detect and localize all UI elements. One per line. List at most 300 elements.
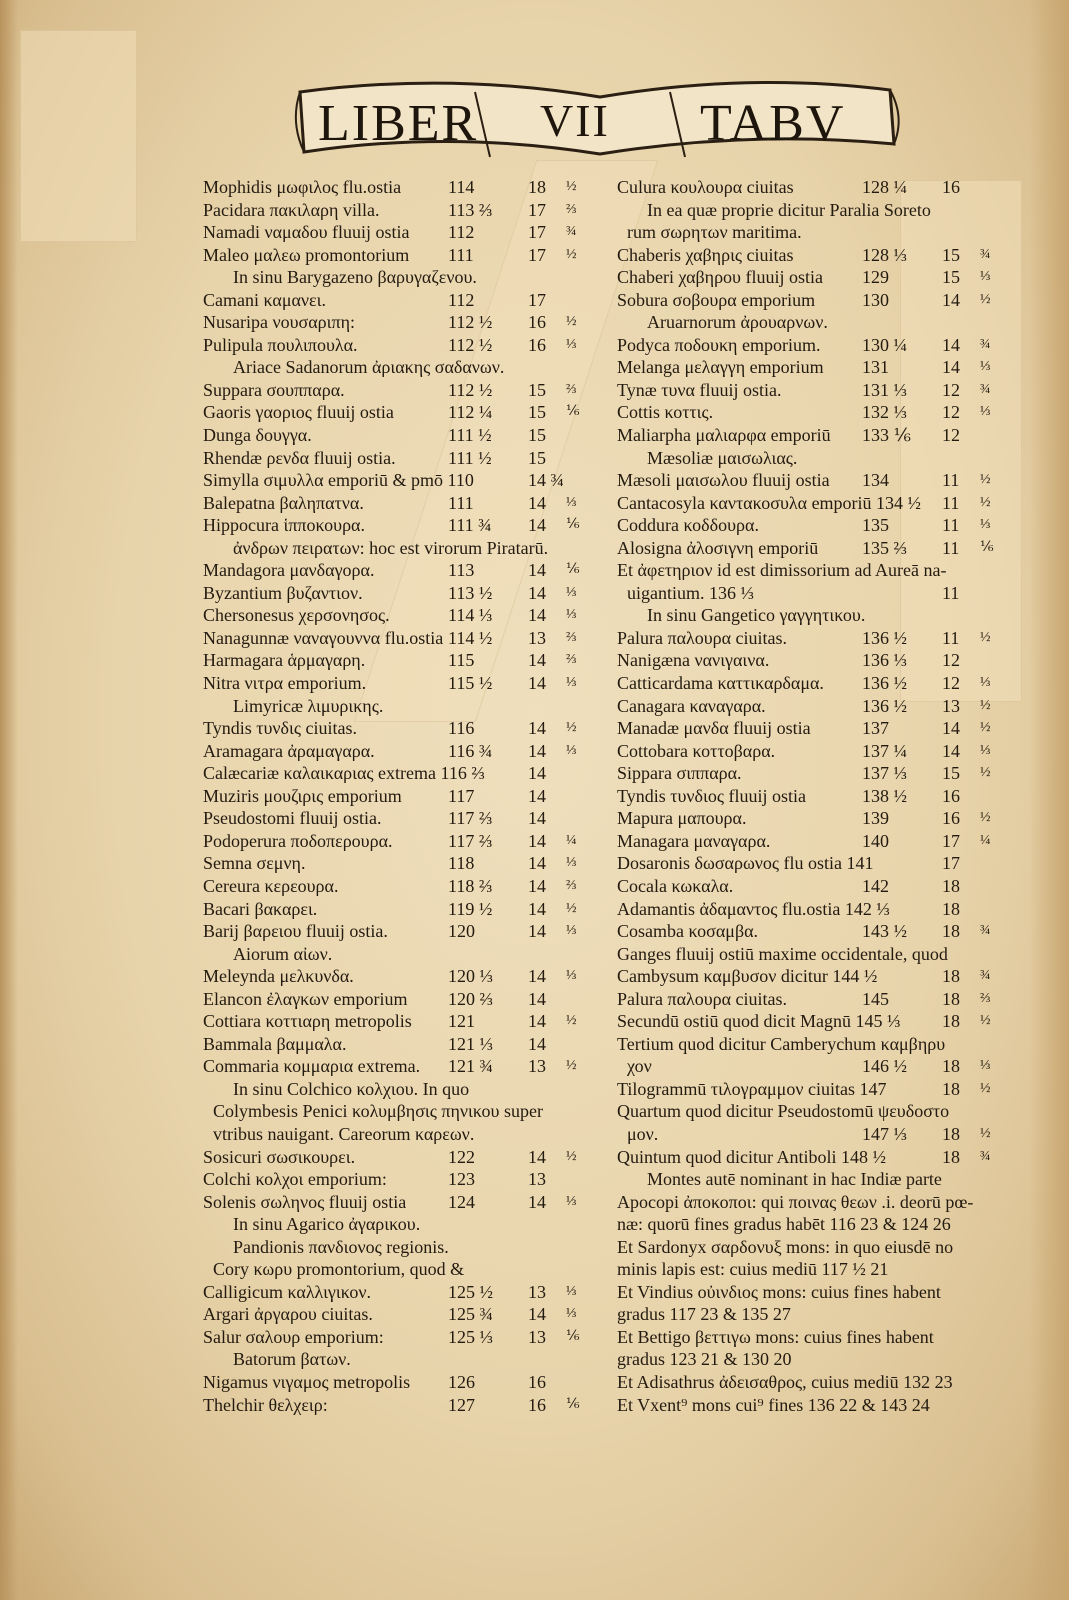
longitude: 121 bbox=[448, 1011, 475, 1032]
latitude: 14 bbox=[528, 921, 546, 942]
latitude: 18 bbox=[942, 966, 960, 987]
place-name: Mæsoli μαισωλου fluuij ostia bbox=[617, 470, 830, 491]
latitude: 15 bbox=[528, 402, 546, 423]
place-name: Palura παλουρα ciuitas. bbox=[617, 627, 788, 648]
latitude: 14 bbox=[528, 582, 546, 603]
table-row bbox=[203, 1168, 613, 1191]
longitude: 130 ¼ bbox=[862, 334, 907, 355]
table-row bbox=[617, 537, 1017, 560]
place-name: Simylla σιμυλλα emporiū & pmō 110 bbox=[203, 470, 474, 491]
section-heading bbox=[203, 695, 613, 718]
place-name: Namadi ναμαδου fluuij ostia bbox=[203, 222, 410, 243]
section-heading bbox=[617, 1168, 1017, 1191]
table-row bbox=[203, 740, 613, 763]
latitude-fraction: ½ bbox=[980, 472, 991, 488]
longitude: 112 ¼ bbox=[448, 402, 493, 423]
table-row bbox=[617, 1348, 1017, 1371]
latitude: 14 bbox=[528, 853, 546, 874]
longitude: 131 bbox=[862, 357, 889, 378]
latitude-fraction: ½ bbox=[980, 291, 991, 307]
latitude: 13 bbox=[528, 1326, 546, 1347]
place-name: Culura κουλουρα ciuitas bbox=[617, 177, 794, 197]
place-name: Nanigæna νανιγαινα. bbox=[617, 650, 770, 671]
latitude: 15 bbox=[528, 379, 546, 400]
longitude: 112 bbox=[448, 289, 475, 310]
table-row bbox=[617, 514, 1017, 537]
place-name: Cambysum καμβυσον dicitur 144 ½ bbox=[617, 966, 878, 987]
table-row bbox=[203, 898, 613, 921]
place-name: Maliarpha μαλιαρφα emporiū bbox=[617, 425, 831, 446]
place-name: Catticardama καττικαρδαμα. bbox=[617, 673, 824, 694]
place-name: Et Adisathrus ἀδεισαθρος, cuius mediū 132 23 bbox=[617, 1371, 953, 1392]
latitude-fraction: ⅔ bbox=[566, 652, 577, 668]
latitude: 11 bbox=[942, 537, 960, 558]
latitude-fraction: ½ bbox=[566, 900, 577, 916]
latitude: 14 bbox=[528, 605, 546, 626]
latitude-fraction: ⅓ bbox=[566, 494, 577, 510]
longitude: 128 ⅓ bbox=[862, 244, 907, 265]
place-name: Podoperura ποδοπερουρα. bbox=[203, 830, 393, 851]
latitude: 18 bbox=[942, 1011, 960, 1032]
page-edge-left bbox=[0, 0, 18, 1600]
table-row bbox=[617, 492, 1017, 515]
longitude: 146 ½ bbox=[862, 1056, 907, 1077]
latitude-fraction: ¾ bbox=[566, 224, 577, 240]
longitude: 112 ½ bbox=[448, 379, 493, 400]
table-row bbox=[617, 717, 1017, 740]
latitude-fraction: ⅓ bbox=[566, 742, 577, 758]
latitude: 12 bbox=[942, 673, 960, 694]
table-row bbox=[617, 988, 1017, 1011]
place-name: Managara μαναγαρα. bbox=[617, 830, 771, 851]
section-heading bbox=[203, 943, 613, 966]
table-row bbox=[203, 469, 613, 492]
latitude: 14 bbox=[942, 289, 960, 310]
latitude-fraction: ½ bbox=[566, 1148, 577, 1164]
place-name: Cottis κοττις. bbox=[617, 402, 714, 423]
latitude: 18 bbox=[942, 1078, 960, 1099]
place-name: μον. bbox=[627, 1123, 659, 1144]
latitude: 17 bbox=[942, 853, 960, 874]
latitude: 11 bbox=[942, 492, 960, 513]
banner-word-liber: LIBER bbox=[318, 95, 479, 152]
longitude: 127 bbox=[448, 1394, 475, 1415]
latitude: 16 bbox=[942, 177, 960, 197]
latitude-fraction: ½ bbox=[566, 314, 577, 330]
longitude: 142 bbox=[862, 875, 889, 896]
place-name: Sosicuri σωσικουρει. bbox=[203, 1146, 356, 1167]
place-name: Salur σαλουρ emporium: bbox=[203, 1326, 384, 1347]
table-row bbox=[203, 379, 613, 402]
longitude: 113 ⅔ bbox=[448, 199, 493, 220]
table-row bbox=[203, 1100, 613, 1123]
table-row bbox=[203, 807, 613, 830]
place-name: Chaberis χαβηρις ciuitas bbox=[617, 244, 794, 265]
latitude-fraction: ⅓ bbox=[980, 675, 991, 691]
longitude: 117 ⅔ bbox=[448, 830, 493, 851]
table-row bbox=[617, 649, 1017, 672]
place-name: gradus 117 23 & 135 27 bbox=[617, 1304, 791, 1325]
section-heading bbox=[203, 1348, 613, 1371]
table-row bbox=[617, 244, 1017, 267]
latitude: 17 bbox=[528, 289, 546, 310]
place-name: Pandionis πανδιονος regionis. bbox=[233, 1236, 449, 1257]
longitude: 111 ½ bbox=[448, 447, 492, 468]
longitude: 112 bbox=[448, 222, 475, 243]
latitude: 12 bbox=[942, 379, 960, 400]
place-name: Rhendæ ρενδα fluuij ostia. bbox=[203, 447, 396, 468]
place-name: Aruarnorum ἀρουαρνων. bbox=[647, 312, 828, 333]
left-column-table bbox=[203, 176, 613, 1416]
place-name: Nanagunnæ ναναγουννα flu.ostia bbox=[203, 627, 444, 648]
latitude: 16 bbox=[528, 312, 546, 333]
latitude-fraction: ¾ bbox=[980, 381, 991, 397]
place-name: Quintum quod dicitur Antiboli 148 ½ bbox=[617, 1146, 886, 1167]
latitude: 14 bbox=[528, 718, 546, 739]
table-row bbox=[203, 649, 613, 672]
latitude-fraction: ½ bbox=[980, 494, 991, 510]
table-row bbox=[203, 176, 613, 199]
place-name: Tyndis τυνδιος fluuij ostia bbox=[617, 785, 806, 806]
longitude: 114 bbox=[448, 177, 475, 197]
longitude: 136 ½ bbox=[862, 627, 907, 648]
place-name: ἀνδρων πειρατων: hoc est virorum Piratarū. bbox=[233, 537, 549, 558]
table-row bbox=[203, 830, 613, 853]
latitude-fraction: ⅓ bbox=[566, 675, 577, 691]
latitude: 16 bbox=[942, 808, 960, 829]
longitude: 115 ½ bbox=[448, 673, 493, 694]
table-row bbox=[617, 920, 1017, 943]
latitude: 14 bbox=[528, 1191, 546, 1212]
table-row bbox=[203, 672, 613, 695]
place-name: Bacari βακαρει. bbox=[203, 898, 318, 919]
place-name: Suppara σουππαρα. bbox=[203, 379, 345, 400]
table-row bbox=[617, 672, 1017, 695]
table-row bbox=[203, 988, 613, 1011]
latitude: 14 bbox=[528, 560, 546, 581]
latitude-fraction: ⅙ bbox=[566, 1328, 580, 1344]
place-name: Muziris μουζιρις emporium bbox=[203, 785, 402, 806]
place-name: Adamantis ἀδαμαντος flu.ostia 142 ⅓ bbox=[617, 898, 890, 919]
latitude: 18 bbox=[942, 988, 960, 1009]
latitude-fraction: ½ bbox=[566, 246, 577, 262]
latitude-fraction: ⅙ bbox=[566, 404, 580, 420]
longitude: 137 bbox=[862, 718, 889, 739]
table-row bbox=[617, 875, 1017, 898]
place-name: Thelchir θελχειρ: bbox=[203, 1394, 328, 1415]
latitude-fraction: ⅓ bbox=[566, 1283, 577, 1299]
latitude-fraction: ¾ bbox=[980, 968, 991, 984]
longitude: 134 bbox=[862, 470, 889, 491]
longitude: 135 ⅔ bbox=[862, 537, 907, 558]
latitude: 14 bbox=[942, 334, 960, 355]
table-row bbox=[617, 379, 1017, 402]
table-row bbox=[617, 740, 1017, 763]
latitude: 16 bbox=[528, 1371, 546, 1392]
table-row bbox=[203, 334, 613, 357]
table-row bbox=[617, 1055, 1017, 1078]
place-name: Montes autē nominant in hac Indiæ parte bbox=[647, 1169, 942, 1190]
place-name: Manadæ μανδα fluuij ostia bbox=[617, 718, 811, 739]
latitude-fraction: ⅔ bbox=[566, 381, 577, 397]
table-row bbox=[617, 762, 1017, 785]
place-name: Bammala βαμμαλα. bbox=[203, 1033, 347, 1054]
table-row bbox=[203, 289, 613, 312]
latitude: 12 bbox=[942, 402, 960, 423]
longitude: 111 bbox=[448, 492, 474, 513]
place-name: Mandagora μανδαγορα. bbox=[203, 560, 375, 581]
latitude: 17 bbox=[942, 830, 960, 851]
latitude-fraction: ⅓ bbox=[980, 404, 991, 420]
longitude: 111 ½ bbox=[448, 425, 492, 446]
table-row bbox=[617, 898, 1017, 921]
latitude: 12 bbox=[942, 425, 960, 446]
latitude: 16 bbox=[528, 1394, 546, 1415]
place-name: Limyricæ λιμυρικης. bbox=[233, 695, 384, 716]
right-column-table bbox=[617, 176, 1017, 1416]
table-row bbox=[617, 401, 1017, 424]
place-name: Tynæ τυνα fluuij ostia. bbox=[617, 379, 782, 400]
table-row bbox=[617, 1258, 1017, 1281]
place-name: Podyca ποδουκη emporium. bbox=[617, 334, 821, 355]
place-name: Colchi κολχοι emporium: bbox=[203, 1169, 387, 1190]
table-row bbox=[617, 1236, 1017, 1259]
place-name: Nigamus νιγαμος metropolis bbox=[203, 1371, 411, 1392]
longitude: 145 bbox=[862, 988, 889, 1009]
latitude-fraction: ⅓ bbox=[566, 968, 577, 984]
place-name: Alosigna ἀλοσιγνη emporiū bbox=[617, 537, 819, 558]
place-name: Sippara σιππαρα. bbox=[617, 763, 742, 784]
longitude: 143 ½ bbox=[862, 921, 907, 942]
latitude: 14 bbox=[528, 1146, 546, 1167]
longitude: 116 ¾ bbox=[448, 740, 493, 761]
latitude: 18 bbox=[942, 1146, 960, 1167]
longitude: 120 bbox=[448, 921, 475, 942]
table-row bbox=[203, 559, 613, 582]
table-row bbox=[617, 582, 1017, 605]
place-name: Pacidara πακιλαρη villa. bbox=[203, 199, 380, 220]
longitude: 125 ¾ bbox=[448, 1304, 493, 1325]
longitude: 118 bbox=[448, 853, 475, 874]
place-name: Cereura κερεουρα. bbox=[203, 875, 339, 896]
longitude: 116 bbox=[448, 718, 475, 739]
place-name: Hippocura ἱπποκουρα. bbox=[203, 515, 365, 536]
latitude: 14 ¾ bbox=[528, 470, 564, 491]
place-name: Et Bettigo βεττιγω mons: cuius fines habent bbox=[617, 1326, 934, 1347]
table-row bbox=[617, 356, 1017, 379]
table-row bbox=[203, 875, 613, 898]
latitude-fraction: ½ bbox=[980, 1013, 991, 1029]
latitude: 11 bbox=[942, 627, 960, 648]
longitude: 117 bbox=[448, 785, 475, 806]
table-row bbox=[203, 627, 613, 650]
longitude: 112 ½ bbox=[448, 312, 493, 333]
place-name: Solenis σωληνος fluuij ostia bbox=[203, 1191, 407, 1212]
table-row bbox=[203, 514, 613, 537]
table-row bbox=[617, 289, 1017, 312]
place-name: Quartum quod dicitur Pseudostomū ψευδοστο bbox=[617, 1101, 950, 1122]
table-row bbox=[617, 1010, 1017, 1033]
place-name: Et Sardonyx σαρδονυξ mons: in quo eiusdē no bbox=[617, 1236, 954, 1257]
latitude: 15 bbox=[528, 425, 546, 446]
page-edge-right bbox=[1029, 0, 1069, 1600]
table-row bbox=[617, 627, 1017, 650]
latitude: 14 bbox=[528, 785, 546, 806]
table-row bbox=[617, 695, 1017, 718]
longitude: 128 ¼ bbox=[862, 177, 907, 197]
latitude: 13 bbox=[528, 1056, 546, 1077]
latitude-fraction: ¾ bbox=[980, 246, 991, 262]
table-row bbox=[203, 1326, 613, 1349]
latitude-fraction: ¼ bbox=[980, 832, 991, 848]
latitude: 18 bbox=[942, 921, 960, 942]
place-name: næ: quorū fines gradus habēt 116 23 & 124 26 bbox=[617, 1214, 951, 1235]
place-name: Camani καμανει. bbox=[203, 289, 326, 310]
place-name: Cocala κωκαλα. bbox=[617, 875, 734, 896]
place-name: Palura παλουρα ciuitas. bbox=[617, 988, 788, 1009]
latitude: 11 bbox=[942, 470, 960, 491]
table-row bbox=[617, 1100, 1017, 1123]
place-name: Pulipula πουλιπουλα. bbox=[203, 334, 358, 355]
place-name: Dunga δουγγα. bbox=[203, 425, 312, 446]
table-row bbox=[617, 1123, 1017, 1146]
banner-word-tabv: TABV bbox=[700, 95, 846, 152]
longitude: 125 ½ bbox=[448, 1281, 493, 1302]
table-row bbox=[617, 1191, 1017, 1214]
table-row bbox=[617, 1213, 1017, 1236]
latitude-fraction: ⅔ bbox=[566, 877, 577, 893]
latitude-fraction: ⅓ bbox=[566, 1306, 577, 1322]
longitude: 114 ⅓ bbox=[448, 605, 493, 626]
latitude: 14 bbox=[942, 357, 960, 378]
place-name: Et Vxent⁹ mons cui⁹ fines 136 22 & 143 24 bbox=[617, 1394, 930, 1415]
latitude: 15 bbox=[942, 763, 960, 784]
table-row bbox=[203, 244, 613, 267]
latitude: 17 bbox=[528, 244, 546, 265]
place-name: rum σωρητων maritima. bbox=[627, 222, 802, 243]
table-row bbox=[203, 401, 613, 424]
place-name: Mæsoliæ μαισωλιας. bbox=[647, 447, 798, 468]
place-name: Mophidis μωφιλος flu.ostia bbox=[203, 177, 402, 197]
latitude-fraction: ½ bbox=[566, 1013, 577, 1029]
longitude: 136 ½ bbox=[862, 673, 907, 694]
place-name: Aiorum αἰων. bbox=[233, 943, 333, 964]
latitude-fraction: ⅓ bbox=[980, 742, 991, 758]
latitude-fraction: ½ bbox=[980, 1125, 991, 1141]
place-name: Secundū ostiū quod dicit Magnū 145 ⅓ bbox=[617, 1011, 901, 1032]
table-row bbox=[203, 199, 613, 222]
latitude-fraction: ½ bbox=[980, 697, 991, 713]
longitude: 120 ⅔ bbox=[448, 988, 493, 1009]
place-name: Canagara καναγαρα. bbox=[617, 695, 766, 716]
latitude: 14 bbox=[528, 1304, 546, 1325]
place-name: Cottiara κοττιαρη metropolis bbox=[203, 1011, 412, 1032]
paper-repair-strip bbox=[20, 30, 137, 242]
table-row bbox=[617, 830, 1017, 853]
longitude: 137 ¼ bbox=[862, 740, 907, 761]
place-name: Calæcariæ καλαικαριας extrema 116 ⅔ bbox=[203, 763, 485, 784]
table-row bbox=[203, 1010, 613, 1033]
section-heading bbox=[203, 1213, 613, 1236]
place-name: χον bbox=[627, 1056, 652, 1077]
latitude-fraction: ⅔ bbox=[566, 629, 577, 645]
section-heading bbox=[203, 1236, 613, 1259]
place-name: Tilogrammū τιλογραμμον ciuitas 147 bbox=[617, 1078, 887, 1099]
place-name: gradus 123 21 & 130 20 bbox=[617, 1349, 792, 1370]
latitude-fraction: ⅔ bbox=[980, 990, 991, 1006]
longitude: 125 ⅓ bbox=[448, 1326, 493, 1347]
latitude: 14 bbox=[528, 650, 546, 671]
place-name: Tertium quod dicitur Camberychum καμβηρυ bbox=[617, 1033, 946, 1054]
latitude: 14 bbox=[528, 898, 546, 919]
place-name: Nitra νιτρα emporium. bbox=[203, 673, 367, 694]
table-row bbox=[617, 334, 1017, 357]
longitude: 136 ⅓ bbox=[862, 650, 907, 671]
longitude: 140 bbox=[862, 830, 889, 851]
table-row bbox=[203, 447, 613, 470]
latitude: 18 bbox=[942, 1056, 960, 1077]
latitude: 14 bbox=[528, 830, 546, 851]
place-name: In sinu Colchico κολχιου. In quo bbox=[233, 1078, 470, 1099]
longitude: 113 bbox=[448, 560, 475, 581]
place-name: Gaoris γαοριος fluuij ostia bbox=[203, 402, 394, 423]
place-name: Cantacosyla καντακοσυλα emporiū 134 ½ bbox=[617, 492, 922, 513]
latitude: 14 bbox=[528, 1033, 546, 1054]
longitude: 139 bbox=[862, 808, 889, 829]
table-row bbox=[203, 1303, 613, 1326]
latitude: 14 bbox=[528, 966, 546, 987]
place-name: Semna σεμνη. bbox=[203, 853, 306, 874]
longitude: 131 ⅓ bbox=[862, 379, 907, 400]
table-row bbox=[203, 1123, 613, 1146]
table-row bbox=[617, 469, 1017, 492]
latitude: 12 bbox=[942, 650, 960, 671]
latitude-fraction: ⅓ bbox=[566, 584, 577, 600]
table-row bbox=[203, 965, 613, 988]
place-name: Chaberi χαβηρου fluuij ostia bbox=[617, 267, 823, 288]
section-heading bbox=[617, 311, 1017, 334]
table-row bbox=[617, 1281, 1017, 1304]
latitude-fraction: ⅓ bbox=[566, 607, 577, 623]
table-row bbox=[203, 311, 613, 334]
table-row bbox=[617, 221, 1017, 244]
section-heading bbox=[203, 266, 613, 289]
table-row bbox=[617, 1146, 1017, 1169]
latitude-fraction: ⅙ bbox=[980, 539, 994, 555]
latitude-fraction: ½ bbox=[566, 179, 577, 194]
place-name: minis lapis est: cuius mediū 117 ½ 21 bbox=[617, 1259, 889, 1280]
table-row bbox=[617, 176, 1017, 199]
section-heading bbox=[203, 537, 613, 560]
place-name: Byzantium βυζαντιον. bbox=[203, 582, 363, 603]
latitude: 14 bbox=[942, 740, 960, 761]
latitude-fraction: ⅓ bbox=[566, 336, 577, 352]
longitude: 136 ½ bbox=[862, 695, 907, 716]
latitude: 16 bbox=[528, 334, 546, 355]
place-name: Pseudostomi fluuij ostia. bbox=[203, 808, 382, 829]
table-row bbox=[617, 1371, 1017, 1394]
place-name: Colymbesis Penici κολυμβησις πηνικου super bbox=[213, 1101, 543, 1122]
longitude: 113 ½ bbox=[448, 582, 493, 603]
longitude: 124 bbox=[448, 1191, 475, 1212]
table-row bbox=[617, 1326, 1017, 1349]
latitude: 14 bbox=[528, 808, 546, 829]
longitude: 129 bbox=[862, 267, 889, 288]
latitude-fraction: ⅓ bbox=[980, 517, 991, 533]
longitude: 122 bbox=[448, 1146, 475, 1167]
latitude: 18 bbox=[942, 875, 960, 896]
table-row bbox=[617, 559, 1017, 582]
